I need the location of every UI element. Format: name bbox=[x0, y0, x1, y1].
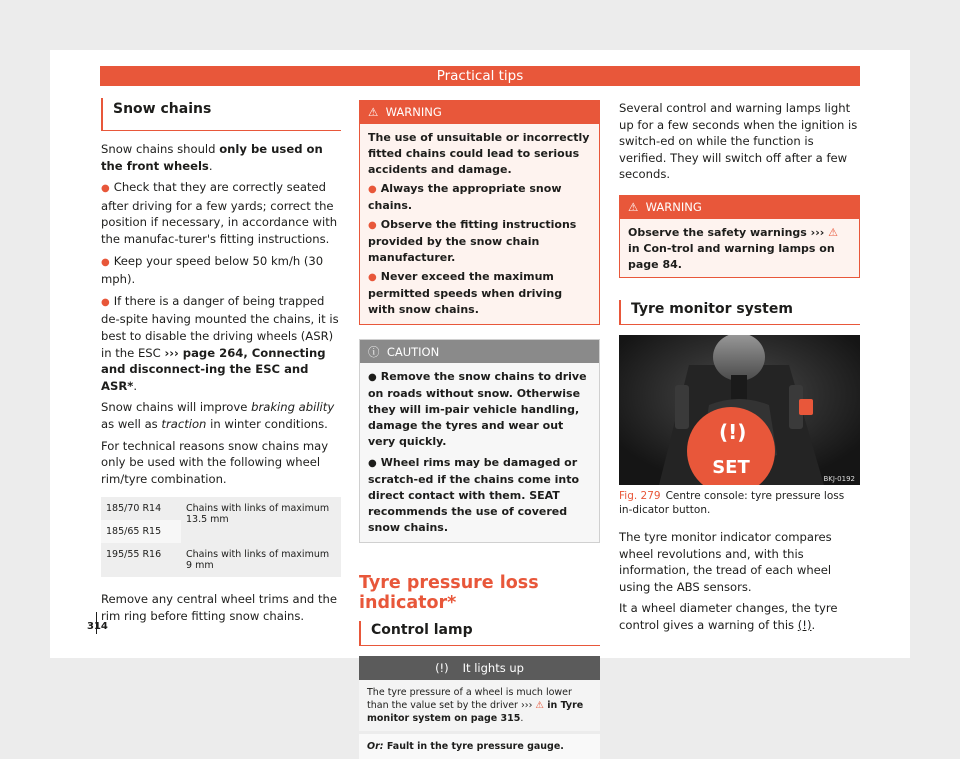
tyre-pressure-warning-icon: (!) bbox=[435, 661, 449, 675]
photo-code: BKJ-0192 bbox=[823, 474, 855, 483]
console-illustration bbox=[619, 335, 860, 485]
table-cell-desc: Chains with links of maximum 13.5 mm bbox=[181, 497, 341, 543]
intro-paragraph: Snow chains should only be used on the front wheels. bbox=[101, 142, 323, 173]
svg-text:(!): (!) bbox=[719, 419, 747, 444]
centre-console-photo bbox=[619, 335, 860, 485]
bullet-icon: ● bbox=[368, 184, 377, 195]
column-middle bbox=[359, 100, 600, 759]
monitor-paragraph: The tyre monitor indicator compares wheel revolutions and, with this information, the tread of each wheel using the ABS sensors. bbox=[619, 529, 832, 594]
warning-bullet: ● Always the appropriate snow chains. bbox=[368, 182, 562, 212]
chapter-header: Practical tips bbox=[100, 66, 860, 86]
diameter-paragraph: It a wheel diameter changes, the tyre control gives a warning of this (!). bbox=[619, 601, 838, 632]
caution-info-icon: ⓘ bbox=[368, 345, 380, 359]
caution-bullet: ● Wheel rims may be damaged or scratch-ed if the chains come into direct contact with them. SEAT recommends the use of covered snow chains. bbox=[368, 456, 580, 534]
warning-triangle-icon: ⚠ bbox=[535, 700, 544, 711]
caution-box bbox=[359, 339, 600, 543]
warning-box bbox=[619, 195, 860, 278]
table-cell-desc: Chains with links of maximum 9 mm bbox=[186, 549, 330, 572]
remove-paragraph: Remove any central wheel trims and the rim ring before fitting snow chains. bbox=[101, 592, 337, 623]
set-button-label: SET bbox=[712, 456, 750, 478]
lamp-row: The tyre pressure of a wheel is much lower than the value set by the driver ››› ⚠ in Tyre monitor system on page 315. bbox=[359, 680, 600, 731]
caution-body bbox=[360, 363, 599, 542]
lamp-table-header: (!) It lights up bbox=[359, 656, 600, 680]
esc-page-link[interactable]: ››› page 264, Connecting and disconnect-ing the ESC and ASR* bbox=[101, 345, 326, 393]
column-left bbox=[101, 98, 341, 629]
table-cell-size: 195/55 R16 bbox=[106, 549, 162, 561]
column-right bbox=[619, 100, 860, 639]
bullet-icon: ● bbox=[368, 458, 377, 469]
bullet-icon: ● bbox=[101, 296, 110, 308]
bullet-icon: ● bbox=[101, 183, 110, 195]
tyre-pressure-warning-icon: (!) bbox=[797, 617, 812, 632]
control-lamps-link[interactable]: in Con-trol and warning lamps on page 84. bbox=[628, 241, 835, 271]
bullet-icon: ● bbox=[368, 220, 377, 231]
bullet-icon: ● bbox=[368, 272, 377, 283]
table-cell-size: 185/65 R15 bbox=[106, 526, 162, 538]
warning-triangle-icon: ⚠ bbox=[828, 225, 838, 239]
page-number: 314 bbox=[87, 621, 108, 632]
warning-box bbox=[359, 100, 600, 325]
warning-triangle-icon: ⚠ bbox=[628, 199, 639, 214]
tyre-monitor-title: Tyre monitor system bbox=[619, 300, 860, 325]
bullet-item: ● If there is a danger of being trapped de-spite having mounted the chains, it is best to disable the driving wheels (ASR) in the ESC ››› page 264, Connecting and disconnect-ing the ESC and ASR*. bbox=[101, 293, 339, 393]
warning-header: ⚠ WARNING bbox=[360, 101, 599, 124]
section-title-snow-chains: Snow chains bbox=[101, 98, 341, 131]
bullet-icon: ● bbox=[101, 256, 110, 268]
figure-caption: Fig. 279 Centre console: tyre pressure loss in-dicator button. bbox=[619, 489, 845, 516]
technical-paragraph: For technical reasons snow chains may only be used with the following wheel rim/tyre combination. bbox=[101, 438, 329, 486]
warning-bullet: ● Never exceed the maximum permitted speeds when driving with snow chains. bbox=[368, 270, 563, 316]
warning-body: The use of unsuitable or incorrectly fitted chains could lead to serious accidents and damage. ● Always the appropriate snow chains. ● Observe the fitting instructions provided by the snow chain manufacturer. ● Never exceed the maximum permitted speeds when driving with snow chains. bbox=[368, 131, 590, 316]
table-cell-size: 185/70 R14 bbox=[106, 503, 162, 515]
improve-paragraph: Snow chains will improve braking ability as well as traction in winter conditions. bbox=[101, 400, 335, 431]
warning-bullet: ● Observe the fitting instructions provided by the snow chain manufacturer. bbox=[368, 218, 577, 264]
tyre-monitor-link[interactable]: in Tyre monitor system on page 315 bbox=[367, 700, 584, 724]
lamp-row: Or: Fault in the tyre pressure gauge. bbox=[359, 734, 600, 759]
lamps-intro-paragraph: Several control and warning lamps light up for a few seconds when the ignition is switch-ed on while the function is verified. They will switch off after a few seconds. bbox=[619, 101, 858, 182]
warning-header: ⚠ WARNING bbox=[620, 196, 859, 219]
wheel-table bbox=[101, 497, 341, 577]
bullet-icon: ● bbox=[368, 372, 377, 383]
bullet-item: ● Keep your speed below 50 km/h (30 mph). bbox=[101, 253, 324, 287]
warning-body: Observe the safety warnings ››› ⚠ in Con-trol and warning lamps on page 84. bbox=[628, 225, 838, 271]
control-lamp-title: Control lamp bbox=[359, 621, 600, 646]
caution-header: ⓘ CAUTION bbox=[360, 340, 599, 363]
bullet-item: ● Check that they are correctly seated after driving for a few yards; correct the position if necessary, in accordance with the manufac-turer's fitting instructions. bbox=[101, 180, 338, 246]
tyre-pressure-title: Tyre pressure loss indicator* bbox=[359, 573, 539, 613]
caution-bullet: ● Remove the snow chains to drive on roads without snow. Otherwise they will im-pair vehicle handling, damage the tyres and wear out very quickly. bbox=[368, 370, 587, 448]
table-row bbox=[101, 543, 341, 577]
warning-triangle-icon: ⚠ bbox=[368, 105, 379, 119]
table-row bbox=[101, 497, 341, 520]
